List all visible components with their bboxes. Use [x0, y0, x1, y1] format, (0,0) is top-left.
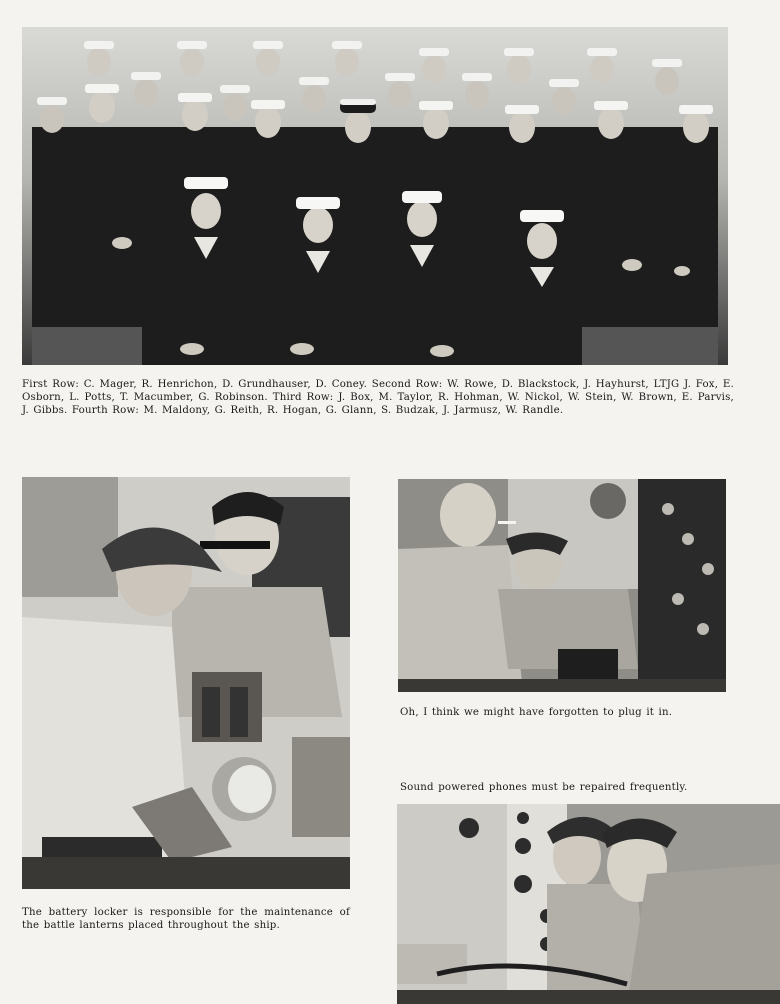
- group-photo-caption: First Row: C. Mager, R. Henrichon, D. Grundhauser, D. Coney. Second Row: W. Rowe, D. Blackstock, J. Hayhurst, LTJG J. Fox, E. Osborn, L. Potts, T. Macumber, G. Robinson. Third Row: J. Box, M. Taylor, R. Hohman, W. Nickol, W. Stein, W. Brown, E. Parvis, J. Gibbs. Fourth Row: M. Maldony, G. Reith, R. Hogan, G. Glann, S. Budzak, J. Jarmusz, W. Randle.: [22, 379, 734, 416]
- plug-image: [398, 479, 726, 692]
- group-photo-image: [22, 27, 728, 365]
- battery-locker-image: [22, 477, 350, 889]
- group-photo: [22, 27, 728, 365]
- battery-locker-caption: The battery locker is responsible for the maintenance of the battle lanterns placed throughout the ship.: [22, 907, 350, 931]
- plug-caption: Oh, I think we might have forgotten to plug it in.: [400, 707, 673, 718]
- phones-caption: Sound powered phones must be repaired frequently.: [400, 782, 688, 793]
- battery-locker-photo: [22, 477, 350, 889]
- phones-photo: [397, 804, 780, 1004]
- phones-image: [397, 804, 780, 1004]
- plug-photo: [398, 479, 726, 692]
